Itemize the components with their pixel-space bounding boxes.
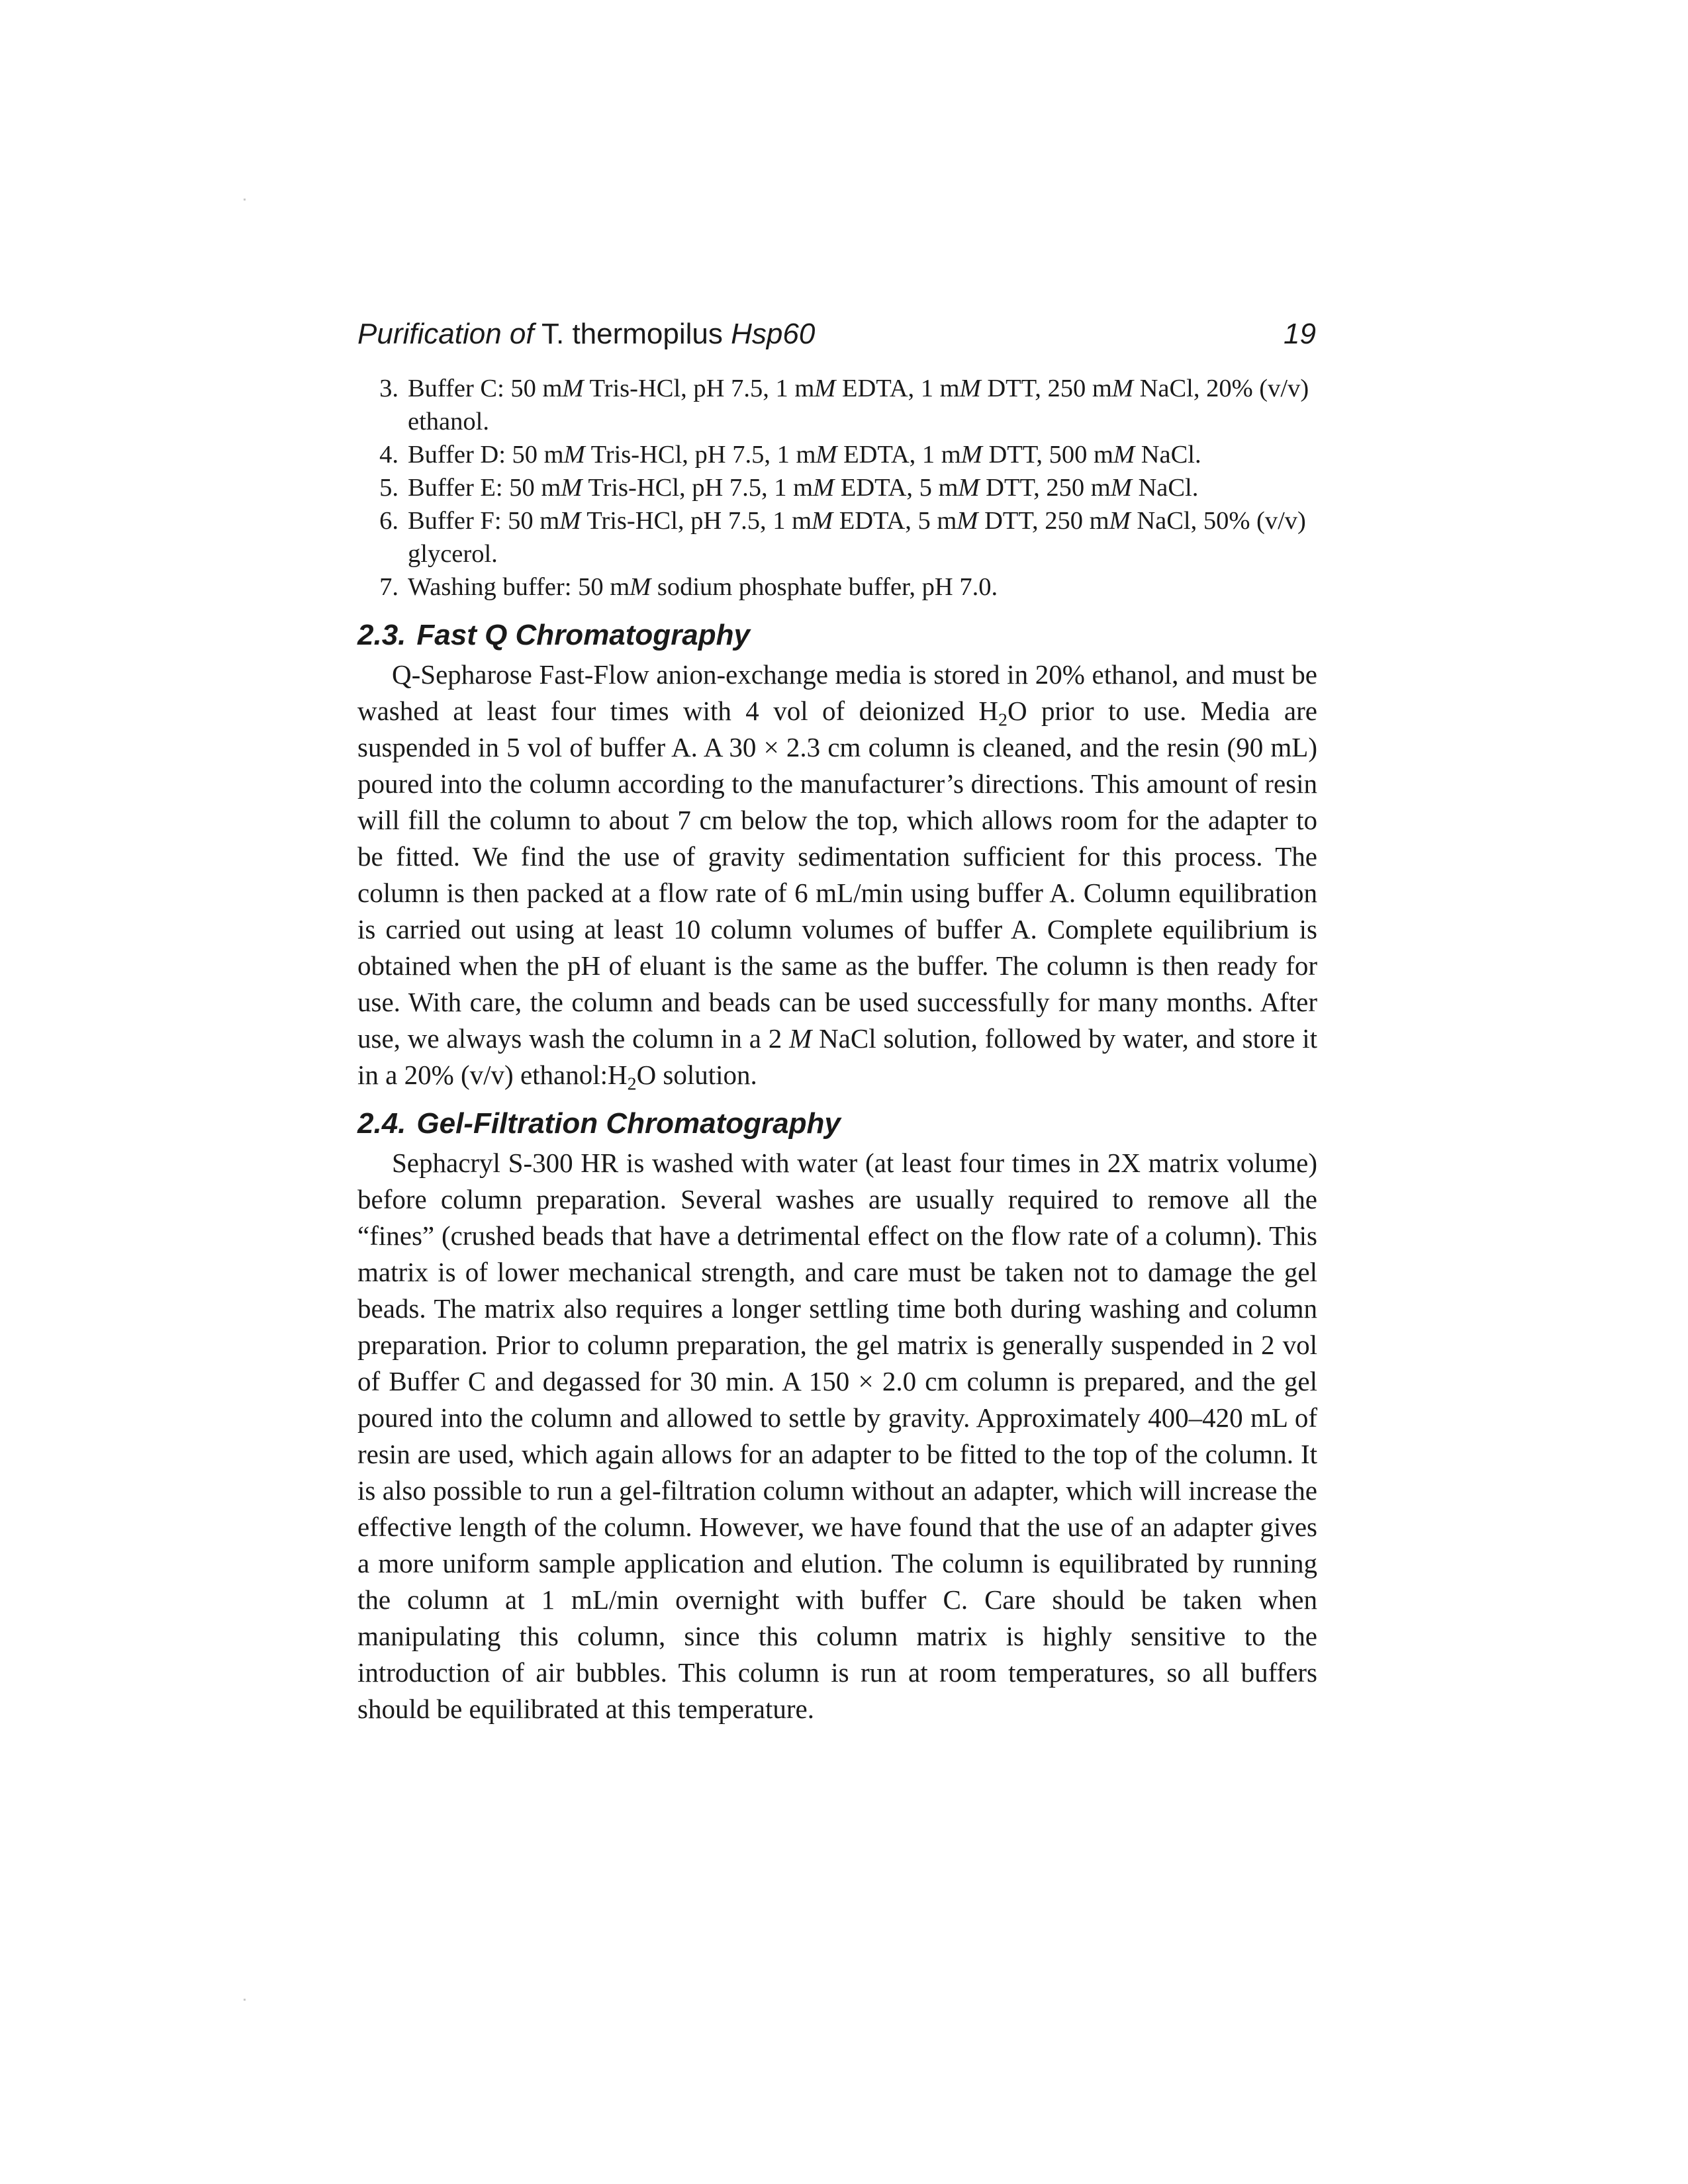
gel-filtration-paragraph: Sephacryl S-300 HR is washed with water (at least four times in 2X matrix volume) before column preparation. Several washes are usually required to remove all the “fines” (crushed beads that have a detrimental effect on the flow rate of a column). This matrix is of lower mechanical strength, and care must be taken not to damage the gel beads. The matrix also requires a longer settling time both during washing and column preparation. Prior to column preparation, the gel matrix is generally suspended in 2 vol of Buffer C and degassed for 30 min. A 150 × 2.0 cm column is prepared, and the gel poured into the column and allowed to settle by gravity. Approximately 400–420 mL of resin are used, which again allows for an adapter to be fitted to the top of the column. It is also possible to run a gel-filtration column without an adapter, which will increase the effective length of the column. However, we have found that the use of an adapter gives a more uniform sample application and elution. The column is equilibrated by running the column at 1 mL/min overnight with buffer C. Care should be taken when manipulating this column, since this column matrix is highly sensitive to the introduction of air bubbles. This column is run at room temperatures, so all buffers should be equilibrated at this temperature. xyxy=(357,1148,1317,1724)
page-number: 19 xyxy=(1284,318,1316,350)
list-item: 3. Buffer C: 50 mM Tris-HCl, pH 7.5, 1 mM EDTA, 1 mM DTT, 250 mM NaCl, 20% (v/v) ethanol. xyxy=(379,375,1309,435)
buffer-list xyxy=(357,372,1317,604)
list-item: 4. Buffer D: 50 mM Tris-HCl, pH 7.5, 1 mM EDTA, 1 mM DTT, 500 mM NaCl. xyxy=(379,441,1201,469)
list-item: 6. Buffer F: 50 mM Tris-HCl, pH 7.5, 1 mM EDTA, 5 mM DTT, 250 mM NaCl, 50% (v/v) glycerol. xyxy=(379,507,1306,568)
running-head-title: Purification of T. thermopilus Hsp60 xyxy=(357,318,816,350)
section-heading-gel-filtration: 2.4. Gel-Filtration Chromatography xyxy=(357,1107,841,1140)
scan-speck-top xyxy=(244,199,246,201)
running-head xyxy=(357,318,1317,356)
section-heading-fast-q: 2.3. Fast Q Chromatography xyxy=(357,619,751,651)
list-item: 7. Washing buffer: 50 mM sodium phosphate buffer, pH 7.0. xyxy=(379,573,998,601)
page-content xyxy=(357,318,1317,1727)
list-item: 5. Buffer E: 50 mM Tris-HCl, pH 7.5, 1 mM EDTA, 5 mM DTT, 250 mM NaCl. xyxy=(379,474,1199,502)
fast-q-paragraph: Q-Sepharose Fast-Flow anion-exchange media is stored in 20% ethanol, and must be washed at least four times with 4 vol of deionized $H_2O$ prior to use. Media are suspended in 5 vol of buffer A. A 30 × 2.3 cm column is cleaned, and the resin (90 mL) poured into the column according to the manufacturer’s directions. This amount of resin will fill the column to about 7 cm below the top, which allows room for the adapter to be fitted. We find the use of gravity sedimentation sufficient for this process. The column is then packed at a flow rate of 6 mL/min using buffer A. Column equilibration is carried out using at least 10 column volumes of buffer A. Complete equilibrium is obtained when the pH of eluant is the same as the buffer. The column is then ready for use. With care, the column and beads can be used successfully for many months. After use, we always wash the column in a 2 M NaCl solution, followed by water, and store it in a 20% (v/v) $ethanol:H_2O$ solution. xyxy=(357,659,1317,1095)
scan-speck-bottom xyxy=(244,1999,246,2001)
